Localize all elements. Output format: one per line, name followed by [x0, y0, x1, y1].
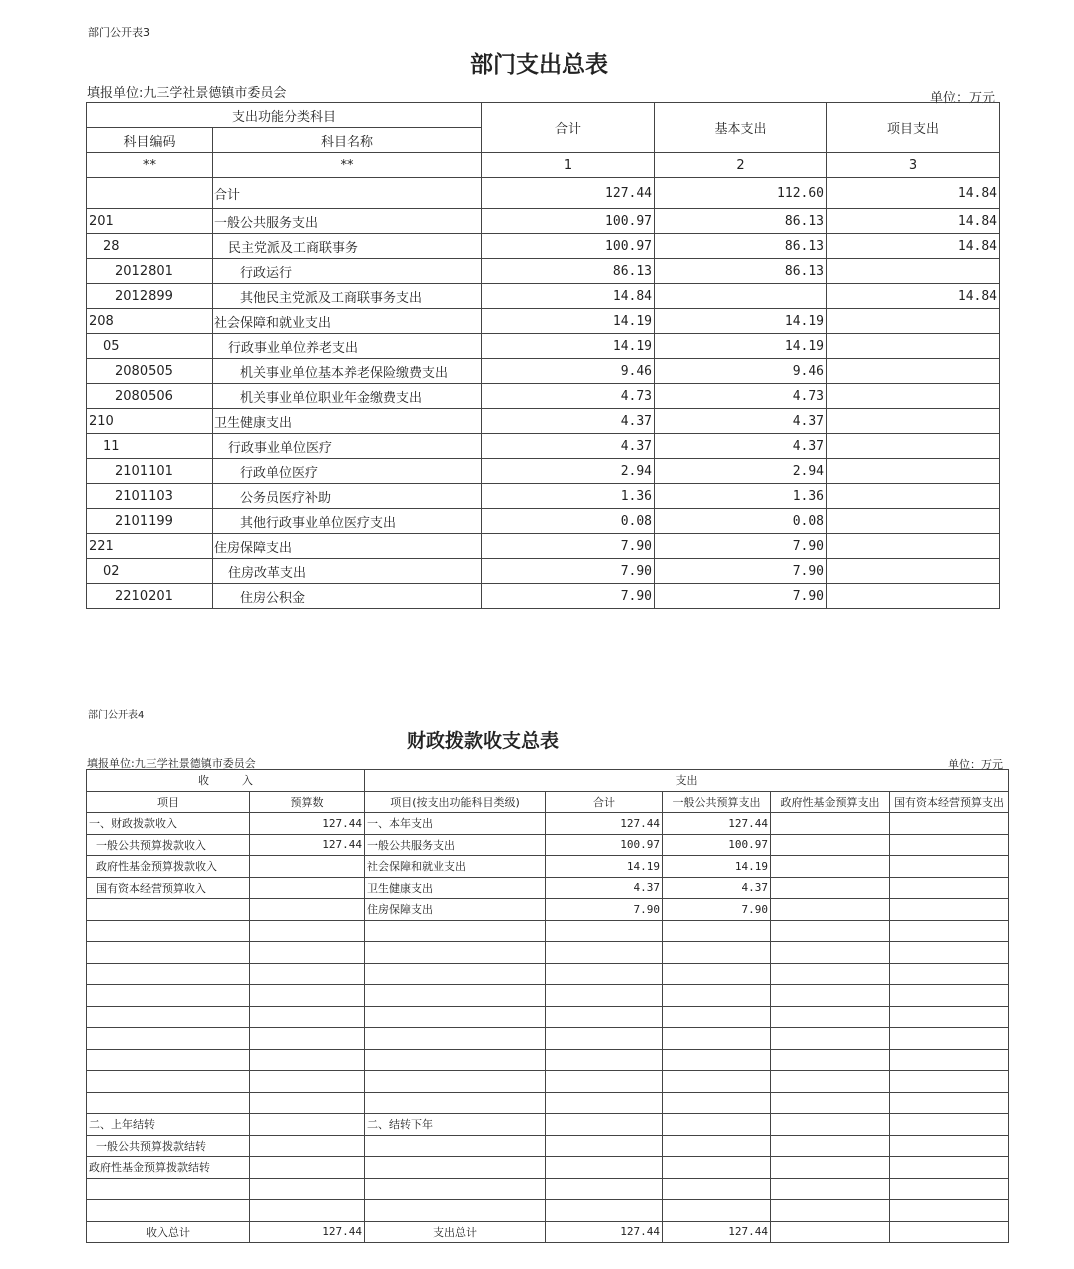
fund-budget-expense: [771, 813, 890, 835]
income-item: 政府性基金预算拨款结转: [87, 1157, 250, 1179]
expense-general-total: 127.44: [663, 1221, 771, 1243]
fiscal-appropriation-table: [86, 769, 1009, 1243]
table-row: [87, 920, 1009, 942]
expense-item: [365, 920, 546, 942]
total-amount: 100.97: [482, 234, 655, 259]
income-budget: [250, 1049, 365, 1071]
subject-name: 卫生健康支出: [213, 409, 482, 434]
table-row: [87, 813, 1009, 835]
fund-budget-expense: [771, 963, 890, 985]
income-item: [87, 1049, 250, 1071]
state-capital-expense: [890, 1200, 1009, 1222]
table4-label: 部门公开表4: [88, 710, 145, 721]
expense-item: 住房保障支出: [365, 899, 546, 921]
income-budget: [250, 1178, 365, 1200]
subject-name: 行政事业单位医疗: [213, 434, 482, 459]
expense-total: [546, 1114, 663, 1136]
basic-amount: 86.13: [655, 209, 827, 234]
table-row: [87, 359, 1000, 384]
header-index: 1: [482, 153, 655, 178]
header-expense: 支出: [365, 770, 1009, 792]
income-item: [87, 1092, 250, 1114]
income-budget: 127.44: [250, 834, 365, 856]
expense-item: [365, 1135, 546, 1157]
basic-amount: 4.37: [655, 434, 827, 459]
header-code: 科目编码: [87, 128, 213, 153]
table-row: [87, 834, 1009, 856]
project-amount: [827, 309, 1000, 334]
expense-total: [546, 1135, 663, 1157]
project-amount: 14.84: [827, 234, 1000, 259]
expense-item: [365, 963, 546, 985]
table-row: [87, 856, 1009, 878]
basic-amount: 14.19: [655, 309, 827, 334]
basic-amount: 1.36: [655, 484, 827, 509]
fund-budget-expense: [771, 1178, 890, 1200]
expense-item: [365, 1049, 546, 1071]
income-budget: [250, 1006, 365, 1028]
project-amount: [827, 434, 1000, 459]
general-budget-expense: 14.19: [663, 856, 771, 878]
state-capital-expense: [890, 1157, 1009, 1179]
income-item: [87, 1028, 250, 1050]
expense-total: 4.37: [546, 877, 663, 899]
subject-code: 2101101: [87, 459, 213, 484]
fund-budget-expense: [771, 899, 890, 921]
table-row: [87, 384, 1000, 409]
fund-budget-expense: [771, 942, 890, 964]
column-header: 一般公共预算支出: [663, 791, 771, 813]
basic-amount: 4.37: [655, 409, 827, 434]
income-budget: [250, 963, 365, 985]
expense-item: [365, 1071, 546, 1093]
general-budget-expense: [663, 1049, 771, 1071]
table-row: [87, 1157, 1009, 1179]
table-row: [87, 1049, 1009, 1071]
income-budget: [250, 942, 365, 964]
basic-amount: 86.13: [655, 259, 827, 284]
table3-org: 填报单位:九三学社景德镇市委员会: [87, 86, 287, 101]
subject-name: 住房公积金: [213, 584, 482, 609]
expense-item: 卫生健康支出: [365, 877, 546, 899]
fund-budget-expense: [771, 1114, 890, 1136]
general-budget-expense: 7.90: [663, 899, 771, 921]
project-amount: [827, 484, 1000, 509]
project-amount: [827, 584, 1000, 609]
table-row: [87, 309, 1000, 334]
general-budget-expense: [663, 1114, 771, 1136]
expense-total: [546, 985, 663, 1007]
income-item: [87, 1071, 250, 1093]
income-item: 一般公共预算拨款结转: [87, 1135, 250, 1157]
subject-code: 201: [87, 209, 213, 234]
income-budget: 127.44: [250, 813, 365, 835]
fund-budget-expense: [771, 834, 890, 856]
expense-total: [546, 942, 663, 964]
table-row: [87, 1178, 1009, 1200]
subject-name: 行政单位医疗: [213, 459, 482, 484]
subject-code: 2012801: [87, 259, 213, 284]
expense-total: [546, 963, 663, 985]
subject-name: 其他民主党派及工商联事务支出: [213, 284, 482, 309]
subject-code: 2080505: [87, 359, 213, 384]
table4-org: 填报单位:九三学社景德镇市委员会: [87, 757, 256, 770]
general-budget-expense: [663, 1178, 771, 1200]
expense-total: 7.90: [546, 899, 663, 921]
table-row: [87, 963, 1009, 985]
general-budget-expense: [663, 1071, 771, 1093]
column-header: 合计: [546, 791, 663, 813]
table-row: [87, 584, 1000, 609]
subject-code: 221: [87, 534, 213, 559]
total-amount: 86.13: [482, 259, 655, 284]
expense-total: [546, 1006, 663, 1028]
fund-budget-expense: [771, 1049, 890, 1071]
income-budget: [250, 1028, 365, 1050]
subject-name: 合计: [213, 178, 482, 209]
project-amount: [827, 384, 1000, 409]
subject-name: 住房保障支出: [213, 534, 482, 559]
subject-code: 2012899: [87, 284, 213, 309]
subject-name: 一般公共服务支出: [213, 209, 482, 234]
total-amount: 9.46: [482, 359, 655, 384]
fund-budget-expense: [771, 1028, 890, 1050]
project-amount: [827, 334, 1000, 359]
total-amount: 1.36: [482, 484, 655, 509]
fund-budget-expense: [771, 856, 890, 878]
header-income: 收 入: [87, 770, 365, 792]
project-amount: [827, 359, 1000, 384]
fund-budget-expense: [771, 920, 890, 942]
basic-amount: 4.73: [655, 384, 827, 409]
income-budget: [250, 1135, 365, 1157]
fund-budget-expense: [771, 1071, 890, 1093]
state-capital-expense: [890, 963, 1009, 985]
income-item: [87, 942, 250, 964]
expense-total: [546, 1049, 663, 1071]
expense-total: 127.44: [546, 1221, 663, 1243]
header-total: 合计: [482, 103, 655, 153]
header-index: **: [87, 153, 213, 178]
subject-code: 2080506: [87, 384, 213, 409]
income-budget: [250, 877, 365, 899]
income-item: [87, 1006, 250, 1028]
fund-budget-expense: [771, 1092, 890, 1114]
expense-total: [546, 1071, 663, 1093]
expense-item: 一、本年支出: [365, 813, 546, 835]
column-header: 政府性基金预算支出: [771, 791, 890, 813]
expense-total: 14.19: [546, 856, 663, 878]
basic-amount: 0.08: [655, 509, 827, 534]
subject-name: 社会保障和就业支出: [213, 309, 482, 334]
general-budget-expense: [663, 1157, 771, 1179]
income-budget: [250, 1157, 365, 1179]
state-capital-expense: [890, 1092, 1009, 1114]
column-header: 项目(按支出功能科目类级): [365, 791, 546, 813]
subject-code: 02: [87, 559, 213, 584]
table-row: [87, 284, 1000, 309]
subject-name: 行政运行: [213, 259, 482, 284]
state-capital-expense: [890, 1071, 1009, 1093]
income-item: [87, 1200, 250, 1222]
subject-name: 机关事业单位基本养老保险缴费支出: [213, 359, 482, 384]
expense-total: [546, 1157, 663, 1179]
income-item: 一般公共预算拨款收入: [87, 834, 250, 856]
table-row: [87, 509, 1000, 534]
basic-amount: 86.13: [655, 234, 827, 259]
state-capital-expense: [890, 1028, 1009, 1050]
state-capital-expense: [890, 813, 1009, 835]
expense-item: [365, 942, 546, 964]
header-project: 项目支出: [827, 103, 1000, 153]
expense-total: 100.97: [546, 834, 663, 856]
table4-unit: 单位：万元: [948, 758, 1003, 771]
general-budget-expense: [663, 920, 771, 942]
table-row: [87, 484, 1000, 509]
expense-item: [365, 1006, 546, 1028]
table-row: [87, 534, 1000, 559]
income-budget: [250, 856, 365, 878]
basic-amount: 9.46: [655, 359, 827, 384]
subject-name: 机关事业单位职业年金缴费支出: [213, 384, 482, 409]
subject-name: 公务员医疗补助: [213, 484, 482, 509]
subject-code: [87, 178, 213, 209]
table-row: [87, 985, 1009, 1007]
header-index: 3: [827, 153, 1000, 178]
total-amount: 14.19: [482, 309, 655, 334]
table-row: [87, 899, 1009, 921]
expense-item: [365, 1092, 546, 1114]
column-header: 项目: [87, 791, 250, 813]
income-item: 政府性基金预算拨款收入: [87, 856, 250, 878]
general-budget-expense: [663, 1092, 771, 1114]
general-budget-expense: 100.97: [663, 834, 771, 856]
project-amount: [827, 459, 1000, 484]
state-capital-expense: [890, 1006, 1009, 1028]
state-capital-expense: [890, 1114, 1009, 1136]
total-amount: 14.84: [482, 284, 655, 309]
header-group: 支出功能分类科目: [87, 103, 482, 128]
project-amount: [827, 509, 1000, 534]
income-item: [87, 985, 250, 1007]
table-row: [87, 459, 1000, 484]
table-row: [87, 559, 1000, 584]
subject-code: 210: [87, 409, 213, 434]
table-row: [87, 1200, 1009, 1222]
total-amount: 2.94: [482, 459, 655, 484]
fund-budget-expense: [771, 877, 890, 899]
subject-code: 11: [87, 434, 213, 459]
table-row: [87, 1092, 1009, 1114]
subject-name: 行政事业单位养老支出: [213, 334, 482, 359]
state-capital-expense: [890, 877, 1009, 899]
expense-item: 一般公共服务支出: [365, 834, 546, 856]
table-row: [87, 434, 1000, 459]
table-row: [87, 1071, 1009, 1093]
project-amount: [827, 409, 1000, 434]
expense-item: 二、结转下年: [365, 1114, 546, 1136]
table3-label: 部门公开表3: [88, 26, 150, 39]
general-budget-expense: [663, 963, 771, 985]
fund-budget-expense: [771, 1006, 890, 1028]
expense-item: [365, 1178, 546, 1200]
table-row: [87, 209, 1000, 234]
project-amount: [827, 534, 1000, 559]
basic-amount: [655, 284, 827, 309]
expense-total: [546, 1200, 663, 1222]
column-header: 预算数: [250, 791, 365, 813]
income-item: 国有资本经营预算收入: [87, 877, 250, 899]
expense-item: [365, 985, 546, 1007]
total-amount: 127.44: [482, 178, 655, 209]
table-row: [87, 1006, 1009, 1028]
expense-total: [546, 1178, 663, 1200]
state-capital-expense: [890, 920, 1009, 942]
column-header: 国有资本经营预算支出: [890, 791, 1009, 813]
state-capital-expense: [890, 856, 1009, 878]
table-row: [87, 942, 1009, 964]
subject-code: 05: [87, 334, 213, 359]
total-amount: 4.37: [482, 434, 655, 459]
expense-total-label: 支出总计: [365, 1221, 546, 1243]
dept-expense-table: [86, 102, 1000, 609]
state-capital-expense: [890, 942, 1009, 964]
total-amount: 14.19: [482, 334, 655, 359]
income-item: [87, 1178, 250, 1200]
general-budget-expense: [663, 1006, 771, 1028]
header-basic: 基本支出: [655, 103, 827, 153]
income-budget: [250, 1114, 365, 1136]
income-total: 127.44: [250, 1221, 365, 1243]
general-budget-expense: [663, 985, 771, 1007]
total-amount: 7.90: [482, 584, 655, 609]
fund-budget-expense: [771, 985, 890, 1007]
header-name: 科目名称: [213, 128, 482, 153]
general-budget-expense: [663, 1135, 771, 1157]
income-item: [87, 963, 250, 985]
general-budget-expense: [663, 942, 771, 964]
project-amount: [827, 559, 1000, 584]
total-amount: 7.90: [482, 559, 655, 584]
general-budget-expense: [663, 1028, 771, 1050]
table-row: [87, 1028, 1009, 1050]
state-capital-expense: [890, 1135, 1009, 1157]
table-row: [87, 234, 1000, 259]
table3-title: 部门支出总表: [470, 51, 608, 78]
table-row: [87, 178, 1000, 209]
income-budget: [250, 1071, 365, 1093]
expense-item: [365, 1028, 546, 1050]
basic-amount: 2.94: [655, 459, 827, 484]
expense-item: [365, 1200, 546, 1222]
income-budget: [250, 1200, 365, 1222]
state-capital-expense: [890, 1178, 1009, 1200]
income-budget: [250, 1092, 365, 1114]
subject-code: 28: [87, 234, 213, 259]
subject-code: 208: [87, 309, 213, 334]
income-budget: [250, 920, 365, 942]
state-capital-expense: [890, 1049, 1009, 1071]
table4-title: 财政拨款收支总表: [407, 730, 560, 752]
expense-item: [365, 1157, 546, 1179]
income-item: 一、财政拨款收入: [87, 813, 250, 835]
subject-code: 2101103: [87, 484, 213, 509]
state-capital-expense: [890, 834, 1009, 856]
income-total-label: 收入总计: [87, 1221, 250, 1243]
project-amount: 14.84: [827, 209, 1000, 234]
total-amount: 0.08: [482, 509, 655, 534]
general-budget-expense: 127.44: [663, 813, 771, 835]
income-item: 二、上年结转: [87, 1114, 250, 1136]
expense-item: 社会保障和就业支出: [365, 856, 546, 878]
total-amount: 7.90: [482, 534, 655, 559]
total-amount: 100.97: [482, 209, 655, 234]
general-budget-expense: [663, 1200, 771, 1222]
table-row: [87, 409, 1000, 434]
subject-name: 住房改革支出: [213, 559, 482, 584]
fund-budget-expense: [771, 1135, 890, 1157]
fund-budget-expense: [771, 1157, 890, 1179]
basic-amount: 14.19: [655, 334, 827, 359]
income-budget: [250, 899, 365, 921]
state-capital-expense: [890, 899, 1009, 921]
fund-budget-expense: [771, 1200, 890, 1222]
income-item: [87, 899, 250, 921]
expense-total: [546, 1092, 663, 1114]
income-item: [87, 920, 250, 942]
project-amount: 14.84: [827, 284, 1000, 309]
state-capital-expense: [890, 985, 1009, 1007]
basic-amount: 7.90: [655, 534, 827, 559]
header-index: **: [213, 153, 482, 178]
table-row: [87, 1114, 1009, 1136]
basic-amount: 7.90: [655, 559, 827, 584]
expense-total: 127.44: [546, 813, 663, 835]
basic-amount: 112.60: [655, 178, 827, 209]
total-amount: 4.73: [482, 384, 655, 409]
subject-name: 民主党派及工商联事务: [213, 234, 482, 259]
table3-unit: 单位：万元: [930, 91, 996, 106]
expense-total: [546, 920, 663, 942]
income-budget: [250, 985, 365, 1007]
project-amount: [827, 259, 1000, 284]
general-budget-expense: 4.37: [663, 877, 771, 899]
table-row: [87, 334, 1000, 359]
table-row: [87, 259, 1000, 284]
table-row: [87, 877, 1009, 899]
basic-amount: 7.90: [655, 584, 827, 609]
subject-name: 其他行政事业单位医疗支出: [213, 509, 482, 534]
expense-total: [546, 1028, 663, 1050]
total-amount: 4.37: [482, 409, 655, 434]
subject-code: 2101199: [87, 509, 213, 534]
table-row: [87, 1135, 1009, 1157]
subject-code: 2210201: [87, 584, 213, 609]
project-amount: 14.84: [827, 178, 1000, 209]
header-index: 2: [655, 153, 827, 178]
